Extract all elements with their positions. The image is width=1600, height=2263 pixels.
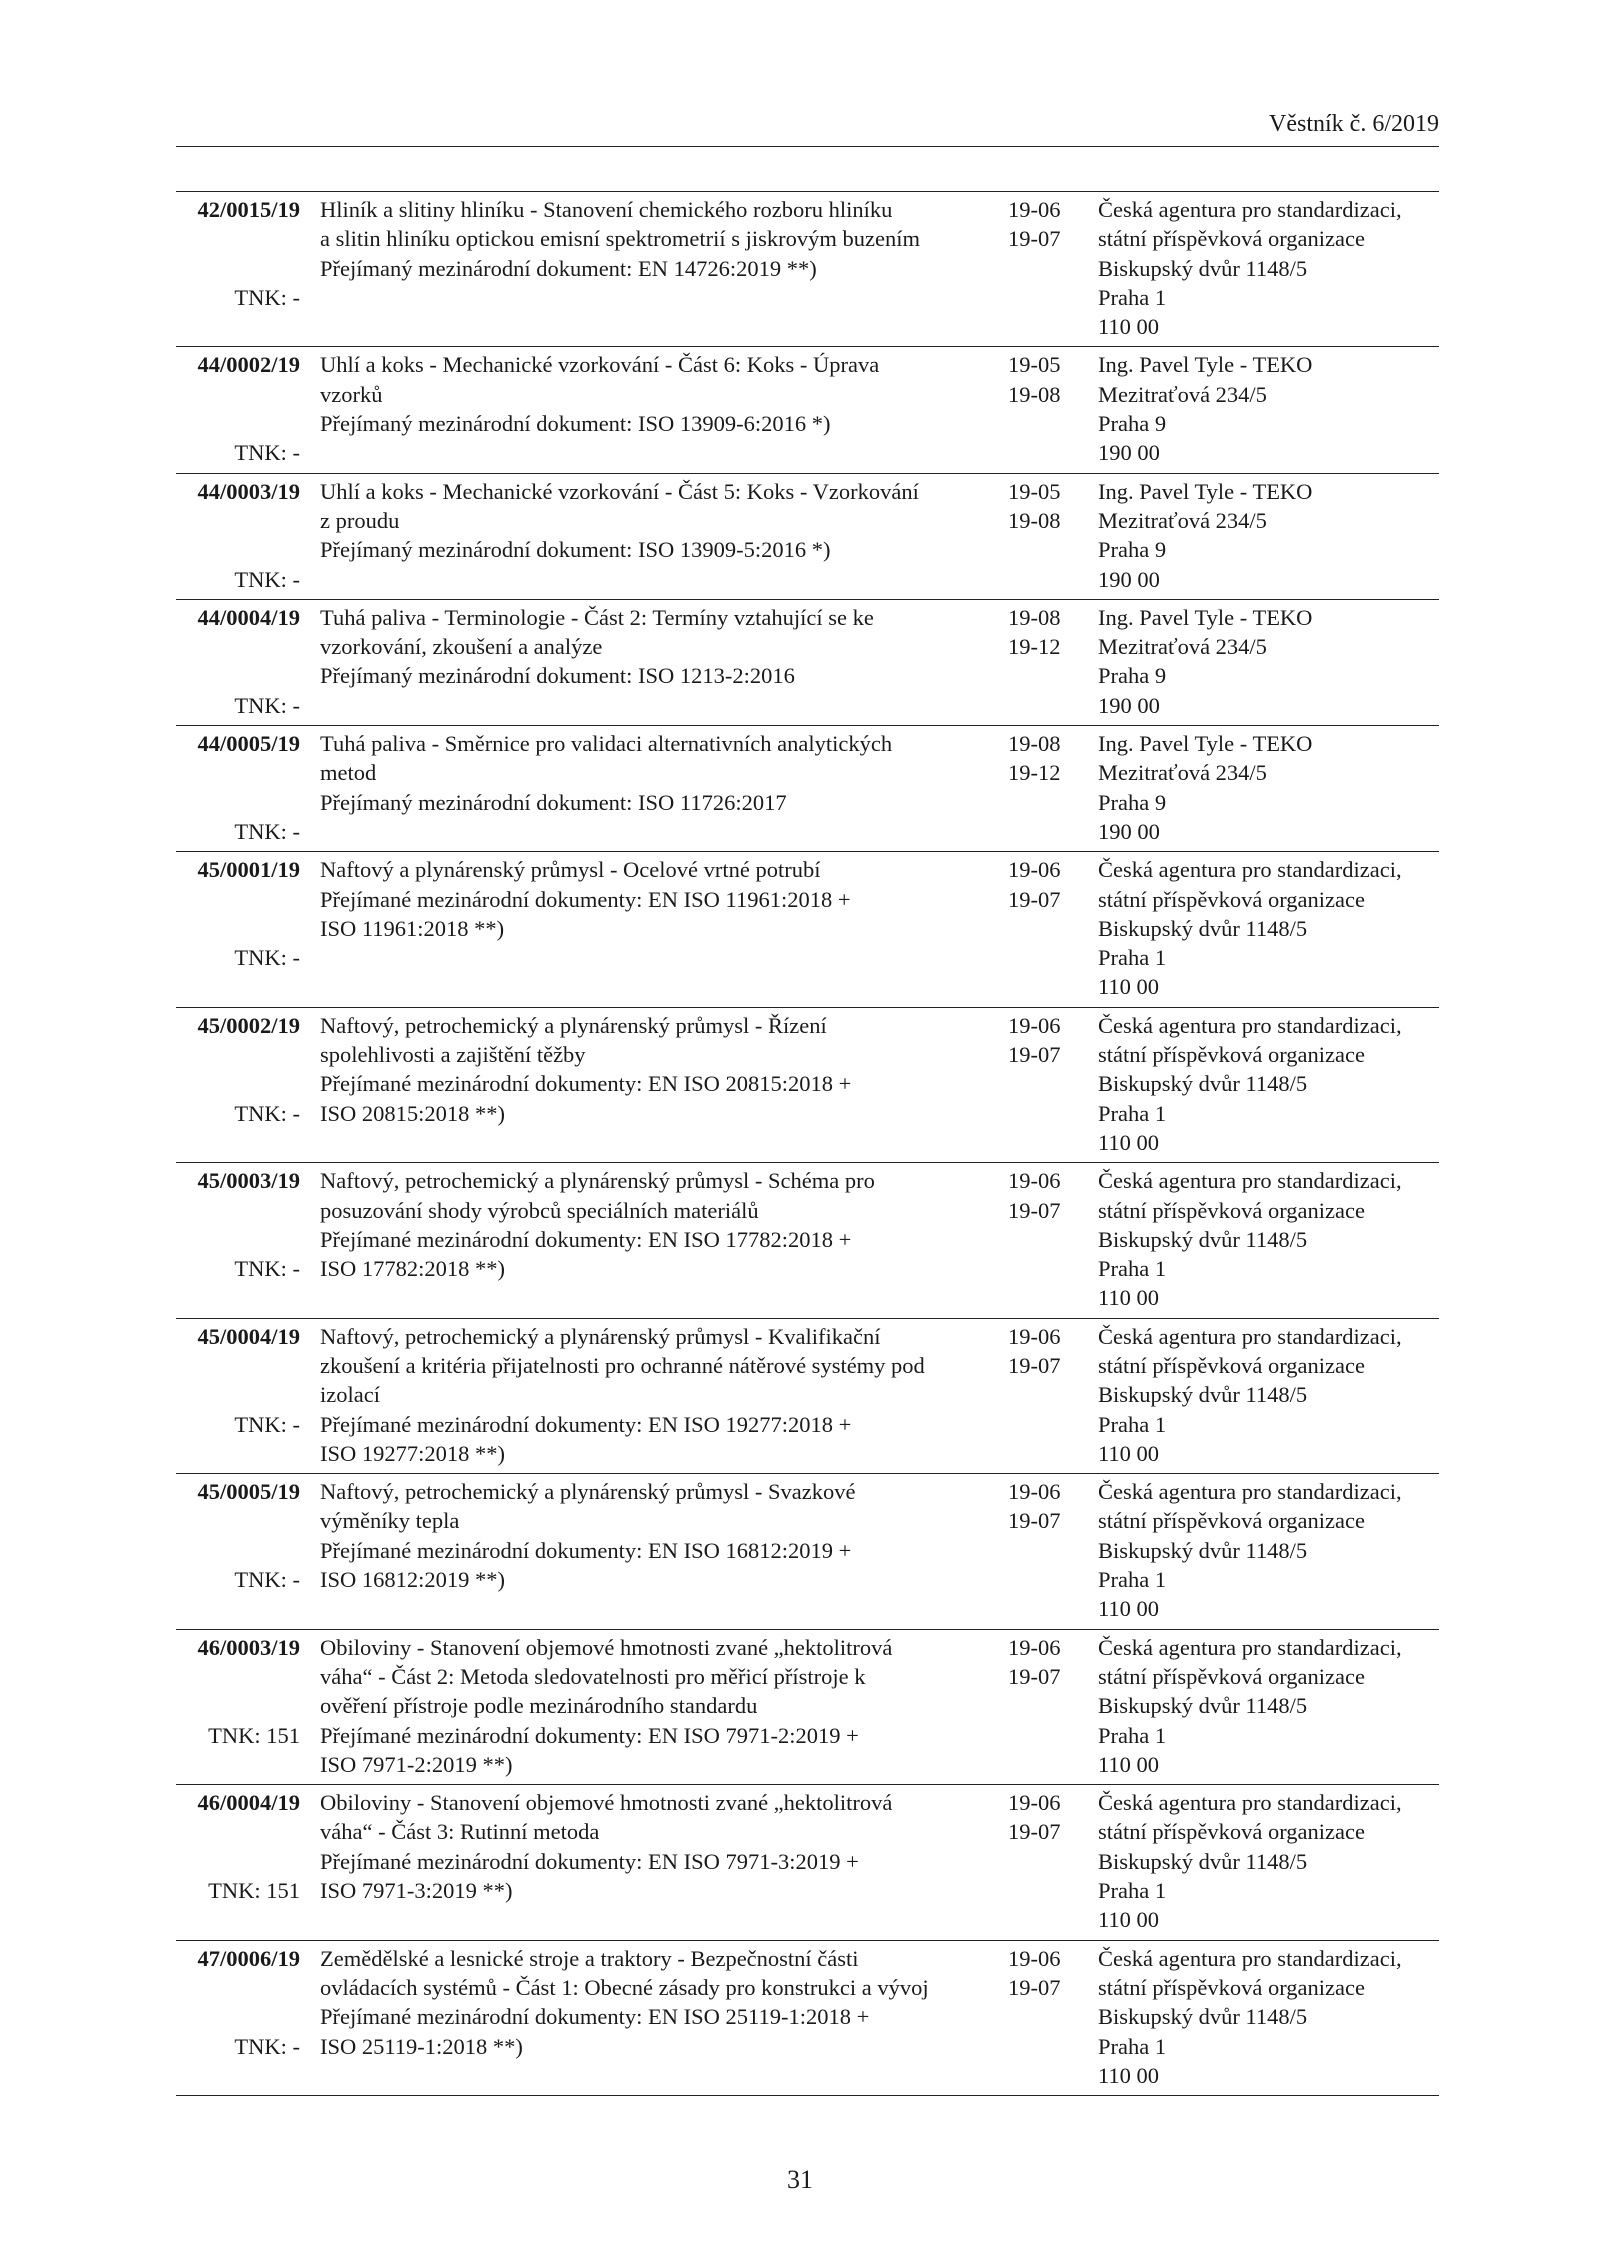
spacer — [176, 1196, 300, 1225]
entry-number: 46/0004/19 — [197, 1790, 300, 1816]
entry-id-cell — [176, 599, 320, 725]
entry-organization-line: Česká agentura pro standardizaci, — [1098, 1168, 1402, 1194]
spacer — [176, 224, 300, 253]
entry-date: 19-06 — [1008, 1323, 1061, 1349]
entry-dates-cell — [1008, 1785, 1098, 1940]
entry-organization-line: 110 00 — [1098, 2062, 1160, 2088]
entry-organization-line: Česká agentura pro standardizaci, — [1098, 197, 1402, 222]
entry-title-line: Obiloviny - Stanovení objemové hmotnosti zvané „hektolitrová — [320, 1634, 893, 1660]
entry-organization-line: 110 00 — [1098, 1129, 1160, 1155]
entry-tnk: TNK: - — [234, 945, 300, 971]
entry-organization-line: Mezitraťová 234/5 — [1098, 507, 1267, 533]
page-header — [176, 110, 1439, 147]
entry-organization-line: Praha 1 — [1098, 945, 1167, 971]
standards-table — [176, 191, 1439, 2096]
entry-dates-cell — [1008, 1007, 1098, 1162]
spacer — [176, 1662, 300, 1691]
entry-title-line: Přejímané mezinárodní dokumenty: EN ISO 7971-3:2019 + — [320, 1848, 859, 1874]
entry-organization-line: Ing. Pavel Tyle - TEKO — [1098, 478, 1313, 504]
entry-organization-line: Biskupský dvůr 1148/5 — [1098, 1071, 1308, 1097]
entry-date: 19-07 — [1008, 1974, 1061, 2000]
entry-title-line: izolací — [320, 1382, 380, 1408]
entry-title-line: vzorkování, zkoušení a analýze — [320, 634, 603, 660]
spacer — [176, 1380, 300, 1409]
entry-date: 19-05 — [1008, 352, 1061, 378]
entry-date: 19-07 — [1008, 1663, 1061, 1689]
entry-number: 42/0015/19 — [197, 197, 300, 222]
entry-organization-line: Česká agentura pro standardizaci, — [1098, 1479, 1402, 1505]
entry-title-line: Přejímané mezinárodní dokumenty: EN ISO 7971-2:2019 + — [320, 1722, 859, 1748]
entry-organization-line: 110 00 — [1098, 1440, 1160, 1466]
entry-organization-line: Česká agentura pro standardizaci, — [1098, 1790, 1402, 1816]
spacer — [176, 1506, 300, 1535]
entry-date: 19-08 — [1008, 731, 1061, 757]
standard-entry-row — [176, 1007, 1439, 1162]
entry-organization-line: Praha 9 — [1098, 411, 1167, 437]
entry-organization-cell — [1098, 1629, 1439, 1784]
entry-number: 46/0003/19 — [197, 1634, 300, 1660]
entry-tnk: TNK: - — [234, 2033, 300, 2059]
entry-organization-line: 190 00 — [1098, 440, 1160, 466]
entry-organization-line: Praha 1 — [1098, 1256, 1167, 1282]
entry-dates-cell — [1008, 1629, 1098, 1784]
spacer — [176, 1225, 300, 1254]
entry-organization-line: 110 00 — [1098, 1596, 1160, 1622]
entry-date: 19-07 — [1008, 226, 1061, 252]
entry-organization-line: Praha 1 — [1098, 1100, 1167, 1126]
entry-organization-line: Praha 9 — [1098, 789, 1167, 815]
entry-title-line: Přejímané mezinárodní dokumenty: EN ISO 16812:2019 + — [320, 1537, 852, 1563]
standards-table-body — [176, 192, 1439, 2096]
entry-date: 19-07 — [1008, 1042, 1061, 1068]
spacer — [176, 788, 300, 817]
entry-title-cell — [320, 1629, 1008, 1784]
entry-title-line: ISO 16812:2019 **) — [320, 1567, 505, 1593]
entry-dates-cell — [1008, 1940, 1098, 2095]
standard-entry-row — [176, 1940, 1439, 2095]
entry-organization-line: státní příspěvková organizace — [1098, 1974, 1365, 2000]
entry-number: 45/0001/19 — [197, 857, 300, 883]
entry-id-cell — [176, 1318, 320, 1473]
entry-organization-line: 110 00 — [1098, 1285, 1160, 1311]
entry-organization-cell — [1098, 1474, 1439, 1629]
entry-organization-line: Praha 1 — [1098, 1567, 1167, 1593]
entry-title-line: Přejímané mezinárodní dokumenty: EN ISO 25119-1:2018 + — [320, 2004, 870, 2030]
entry-number: 45/0002/19 — [197, 1012, 300, 1038]
entry-title-line: spolehlivosti a zajištění těžby — [320, 1042, 586, 1068]
spacer — [176, 885, 300, 914]
entry-title-cell — [320, 1940, 1008, 2095]
entry-organization-line: 110 00 — [1098, 1907, 1160, 1933]
entry-organization-line: Praha 1 — [1098, 284, 1167, 310]
entry-organization-cell — [1098, 852, 1439, 1007]
spacer — [176, 1847, 300, 1876]
standard-entry-row — [176, 192, 1439, 347]
standard-entry-row — [176, 1785, 1439, 1940]
entry-title-cell — [320, 1474, 1008, 1629]
entry-title-line: Tuhá paliva - Směrnice pro validaci alternativních analytických — [320, 731, 893, 757]
entry-organization-line: Mezitraťová 234/5 — [1098, 760, 1267, 786]
entry-date: 19-12 — [1008, 760, 1061, 786]
entry-id-cell — [176, 1940, 320, 2095]
entry-title-line: Přejímaný mezinárodní dokument: ISO 13909-6:2016 *) — [320, 411, 831, 437]
entry-organization-line: Ing. Pavel Tyle - TEKO — [1098, 352, 1313, 378]
entry-organization-line: státní příspěvková organizace — [1098, 1819, 1365, 1845]
entry-organization-line: Biskupský dvůr 1148/5 — [1098, 1537, 1308, 1563]
entry-title-line: Přejímaný mezinárodní dokument: ISO 11726:2017 — [320, 789, 787, 815]
entry-title-cell — [320, 1785, 1008, 1940]
entry-date: 19-07 — [1008, 1508, 1061, 1534]
standard-entry-row — [176, 1318, 1439, 1473]
entry-title-line: Zemědělské a lesnické stroje a traktory - Bezpečnostní části — [320, 1945, 859, 1971]
entry-organization-line: Česká agentura pro standardizaci, — [1098, 857, 1402, 883]
entry-tnk: TNK: 151 — [208, 1722, 300, 1748]
entry-id-cell — [176, 1629, 320, 1784]
entry-organization-cell — [1098, 599, 1439, 725]
entry-organization-line: Praha 9 — [1098, 537, 1167, 563]
entry-organization-cell — [1098, 726, 1439, 852]
entry-title-line: Naftový, petrochemický a plynárenský průmysl - Svazkové — [320, 1479, 856, 1505]
entry-title-line: vzorků — [320, 381, 383, 407]
entry-title-cell — [320, 192, 1008, 347]
entry-organization-line: Biskupský dvůr 1148/5 — [1098, 255, 1308, 281]
entry-dates-cell — [1008, 1163, 1098, 1318]
entry-date: 19-07 — [1008, 1352, 1061, 1378]
entry-title-line: výměníky tepla — [320, 1508, 460, 1534]
entry-organization-line: Praha 1 — [1098, 1722, 1167, 1748]
entry-tnk: TNK: - — [234, 440, 300, 466]
entry-organization-line: Česká agentura pro standardizaci, — [1098, 1323, 1402, 1349]
entry-dates-cell — [1008, 473, 1098, 599]
entry-organization-cell — [1098, 473, 1439, 599]
entry-organization-line: státní příspěvková organizace — [1098, 1352, 1365, 1378]
entry-date: 19-06 — [1008, 1634, 1061, 1660]
entry-organization-line: státní příspěvková organizace — [1098, 886, 1365, 912]
entry-organization-line: 110 00 — [1098, 974, 1160, 1000]
spacer — [176, 1691, 300, 1720]
entry-title-cell — [320, 1318, 1008, 1473]
entry-date: 19-08 — [1008, 507, 1061, 533]
spacer — [176, 661, 300, 690]
entry-number: 45/0005/19 — [197, 1479, 300, 1505]
entry-date: 19-06 — [1008, 1168, 1061, 1194]
entry-organization-line: Mezitraťová 234/5 — [1098, 634, 1267, 660]
entry-title-line: ovládacích systémů - Část 1: Obecné zásady pro konstrukci a vývoj — [320, 1974, 929, 2000]
entry-dates-cell — [1008, 1318, 1098, 1473]
standard-entry-row — [176, 473, 1439, 599]
entry-organization-line: Česká agentura pro standardizaci, — [1098, 1634, 1402, 1660]
entry-organization-line: Praha 1 — [1098, 1878, 1167, 1904]
spacer — [176, 409, 300, 438]
entry-title-cell — [320, 473, 1008, 599]
standard-entry-row — [176, 347, 1439, 473]
entry-organization-line: Biskupský dvůr 1148/5 — [1098, 1382, 1308, 1408]
entry-tnk: TNK: - — [234, 1256, 300, 1282]
entry-organization-line: Praha 1 — [1098, 2033, 1167, 2059]
entry-number: 45/0003/19 — [197, 1168, 300, 1194]
entry-title-line: ISO 7971-2:2019 **) — [320, 1751, 513, 1777]
spacer — [176, 914, 300, 943]
entry-organization-line: státní příspěvková organizace — [1098, 1508, 1365, 1534]
entry-date: 19-06 — [1008, 1945, 1061, 1971]
entry-date: 19-08 — [1008, 604, 1061, 630]
entry-title-line: ISO 19277:2018 **) — [320, 1440, 505, 1466]
entry-organization-line: 190 00 — [1098, 692, 1160, 718]
entry-title-cell — [320, 852, 1008, 1007]
entry-title-line: Přejímané mezinárodní dokumenty: EN ISO 20815:2018 + — [320, 1071, 852, 1097]
entry-title-line: Uhlí a koks - Mechanické vzorkování - Část 6: Koks - Úprava — [320, 352, 880, 378]
spacer — [176, 1040, 300, 1069]
entry-tnk: TNK: 151 — [208, 1878, 300, 1904]
entry-title-line: Uhlí a koks - Mechanické vzorkování - Část 5: Koks - Vzorkování — [320, 478, 919, 504]
entry-organization-cell — [1098, 1940, 1439, 2095]
entry-tnk: TNK: - — [234, 1567, 300, 1593]
entry-organization-line: Praha 1 — [1098, 1411, 1167, 1437]
entry-id-cell — [176, 1163, 320, 1318]
entry-id-cell — [176, 726, 320, 852]
standard-entry-row — [176, 852, 1439, 1007]
entry-title-line: Přejímaný mezinárodní dokument: ISO 1213-2:2016 — [320, 663, 795, 689]
standard-entry-row — [176, 1474, 1439, 1629]
entry-id-cell — [176, 347, 320, 473]
entry-id-cell — [176, 852, 320, 1007]
entry-dates-cell — [1008, 599, 1098, 725]
entry-organization-line: Ing. Pavel Tyle - TEKO — [1098, 731, 1313, 757]
entry-number: 44/0005/19 — [197, 731, 300, 757]
entry-dates-cell — [1008, 726, 1098, 852]
entry-organization-cell — [1098, 347, 1439, 473]
entry-title-line: ISO 11961:2018 **) — [320, 915, 505, 941]
entry-title-line: z proudu — [320, 507, 400, 533]
entry-id-cell — [176, 473, 320, 599]
standard-entry-row — [176, 1629, 1439, 1784]
entry-organization-cell — [1098, 1163, 1439, 1318]
entry-title-line: Přejímané mezinárodní dokumenty: EN ISO 17782:2018 + — [320, 1226, 852, 1252]
entry-dates-cell — [1008, 192, 1098, 347]
entry-organization-line: Biskupský dvůr 1148/5 — [1098, 2004, 1308, 2030]
entry-title-line: ISO 7971-3:2019 **) — [320, 1878, 513, 1904]
spacer — [176, 1973, 300, 2002]
spacer — [176, 1817, 300, 1846]
entry-tnk: TNK: - — [234, 566, 300, 592]
entry-date: 19-06 — [1008, 857, 1061, 883]
entry-number: 44/0002/19 — [197, 352, 300, 378]
entry-date: 19-08 — [1008, 381, 1061, 407]
entry-number: 44/0003/19 — [197, 478, 300, 504]
spacer — [176, 1351, 300, 1380]
entry-date: 19-05 — [1008, 478, 1061, 504]
entry-dates-cell — [1008, 1474, 1098, 1629]
entry-title-line: ISO 17782:2018 **) — [320, 1256, 505, 1282]
entry-organization-line: Ing. Pavel Tyle - TEKO — [1098, 604, 1313, 630]
entry-organization-line: Mezitraťová 234/5 — [1098, 381, 1267, 407]
entry-id-cell — [176, 1474, 320, 1629]
entry-title-line: metod — [320, 760, 377, 786]
entry-organization-cell — [1098, 1785, 1439, 1940]
entry-organization-line: 110 00 — [1098, 314, 1160, 340]
entry-title-line: ISO 20815:2018 **) — [320, 1100, 505, 1126]
entry-title-line: a slitin hliníku optickou emisní spektrometrií s jiskrovým buzením — [320, 226, 920, 252]
entry-date: 19-07 — [1008, 1819, 1061, 1845]
page-number: 31 — [787, 2165, 813, 2194]
entry-title-line: Přejímaný mezinárodní dokument: ISO 13909-5:2016 *) — [320, 537, 831, 563]
spacer — [176, 632, 300, 661]
entry-organization-cell — [1098, 1318, 1439, 1473]
entry-organization-line: Praha 9 — [1098, 663, 1167, 689]
entry-organization-line: Česká agentura pro standardizaci, — [1098, 1012, 1402, 1038]
entry-title-line: Naftový a plynárenský průmysl - Ocelové vrtné potrubí — [320, 857, 821, 883]
entry-tnk: TNK: - — [234, 1411, 300, 1437]
entry-title-line: Přejímané mezinárodní dokumenty: EN ISO 11961:2018 + — [320, 886, 851, 912]
entry-organization-line: státní příspěvková organizace — [1098, 1197, 1365, 1223]
entry-date: 19-07 — [1008, 1197, 1061, 1223]
spacer — [176, 506, 300, 535]
spacer — [176, 1069, 300, 1098]
entry-title-line: Naftový, petrochemický a plynárenský průmysl - Řízení — [320, 1012, 827, 1038]
spacer — [176, 758, 300, 787]
entry-title-line: Přejímané mezinárodní dokumenty: EN ISO 19277:2018 + — [320, 1411, 852, 1437]
spacer — [176, 2002, 300, 2031]
entry-title-line: Obiloviny - Stanovení objemové hmotnosti zvané „hektolitrová — [320, 1790, 893, 1816]
entry-dates-cell — [1008, 347, 1098, 473]
entry-date: 19-06 — [1008, 197, 1061, 222]
entry-title-line: Naftový, petrochemický a plynárenský průmysl - Schéma pro — [320, 1168, 875, 1194]
entry-organization-line: Česká agentura pro standardizaci, — [1098, 1945, 1402, 1971]
standard-entry-row — [176, 599, 1439, 725]
entry-title-line: Hliník a slitiny hliníku - Stanovení chemického rozboru hliníku — [320, 197, 893, 222]
entry-organization-line: státní příspěvková organizace — [1098, 226, 1365, 252]
entry-organization-line: státní příspěvková organizace — [1098, 1663, 1365, 1689]
entry-title-line: zkoušení a kritéria přijatelnosti pro ochranné nátěrové systémy pod — [320, 1352, 925, 1378]
entry-title-cell — [320, 726, 1008, 852]
spacer — [176, 380, 300, 409]
entry-organization-cell — [1098, 192, 1439, 347]
entry-date: 19-12 — [1008, 634, 1061, 660]
entry-organization-line: Biskupský dvůr 1148/5 — [1098, 1693, 1308, 1719]
entry-organization-cell — [1098, 1007, 1439, 1162]
entry-title-cell — [320, 1163, 1008, 1318]
standard-entry-row — [176, 726, 1439, 852]
entry-title-cell — [320, 599, 1008, 725]
entry-organization-line: Biskupský dvůr 1148/5 — [1098, 915, 1308, 941]
entry-dates-cell — [1008, 852, 1098, 1007]
entry-organization-line: 190 00 — [1098, 566, 1160, 592]
entry-tnk: TNK: - — [234, 692, 300, 718]
entry-organization-line: státní příspěvková organizace — [1098, 1042, 1365, 1068]
spacer — [176, 535, 300, 564]
entry-date: 19-07 — [1008, 886, 1061, 912]
entry-number: 45/0004/19 — [197, 1323, 300, 1349]
entry-title-line: váha“ - Část 2: Metoda sledovatelnosti pro měřicí přístroje k — [320, 1663, 866, 1689]
spacer — [176, 1536, 300, 1565]
entry-title-line: ISO 25119-1:2018 **) — [320, 2033, 523, 2059]
entry-title-cell — [320, 347, 1008, 473]
entry-id-cell — [176, 1785, 320, 1940]
entry-title-line: váha“ - Část 3: Rutinní metoda — [320, 1819, 600, 1845]
standard-entry-row — [176, 1163, 1439, 1318]
entry-date: 19-06 — [1008, 1790, 1061, 1816]
entry-organization-line: 110 00 — [1098, 1751, 1160, 1777]
entry-organization-line: Biskupský dvůr 1148/5 — [1098, 1848, 1308, 1874]
entry-organization-line: 190 00 — [1098, 818, 1160, 844]
entry-number: 47/0006/19 — [197, 1945, 300, 1971]
journal-title: Věstník č. 6/2019 — [1269, 111, 1439, 137]
entry-date: 19-06 — [1008, 1479, 1061, 1505]
entry-title-line: ověření přístroje podle mezinárodního standardu — [320, 1693, 758, 1719]
entry-title-line: posuzování shody výrobců speciálních materiálů — [320, 1197, 759, 1223]
entry-organization-line: Biskupský dvůr 1148/5 — [1098, 1226, 1308, 1252]
entry-title-cell — [320, 1007, 1008, 1162]
entry-tnk: TNK: - — [234, 284, 300, 310]
entry-title-line: Tuhá paliva - Terminologie - Část 2: Termíny vztahující se ke — [320, 604, 874, 630]
entry-date: 19-06 — [1008, 1012, 1061, 1038]
entry-title-line: Přejímaný mezinárodní dokument: EN 14726:2019 **) — [320, 255, 817, 281]
spacer — [176, 254, 300, 283]
entry-tnk: TNK: - — [234, 1100, 300, 1126]
entry-id-cell — [176, 1007, 320, 1162]
entry-title-line: Naftový, petrochemický a plynárenský průmysl - Kvalifikační — [320, 1323, 881, 1349]
entry-number: 44/0004/19 — [197, 604, 300, 630]
entry-tnk: TNK: - — [234, 818, 300, 844]
entry-id-cell — [176, 192, 320, 347]
